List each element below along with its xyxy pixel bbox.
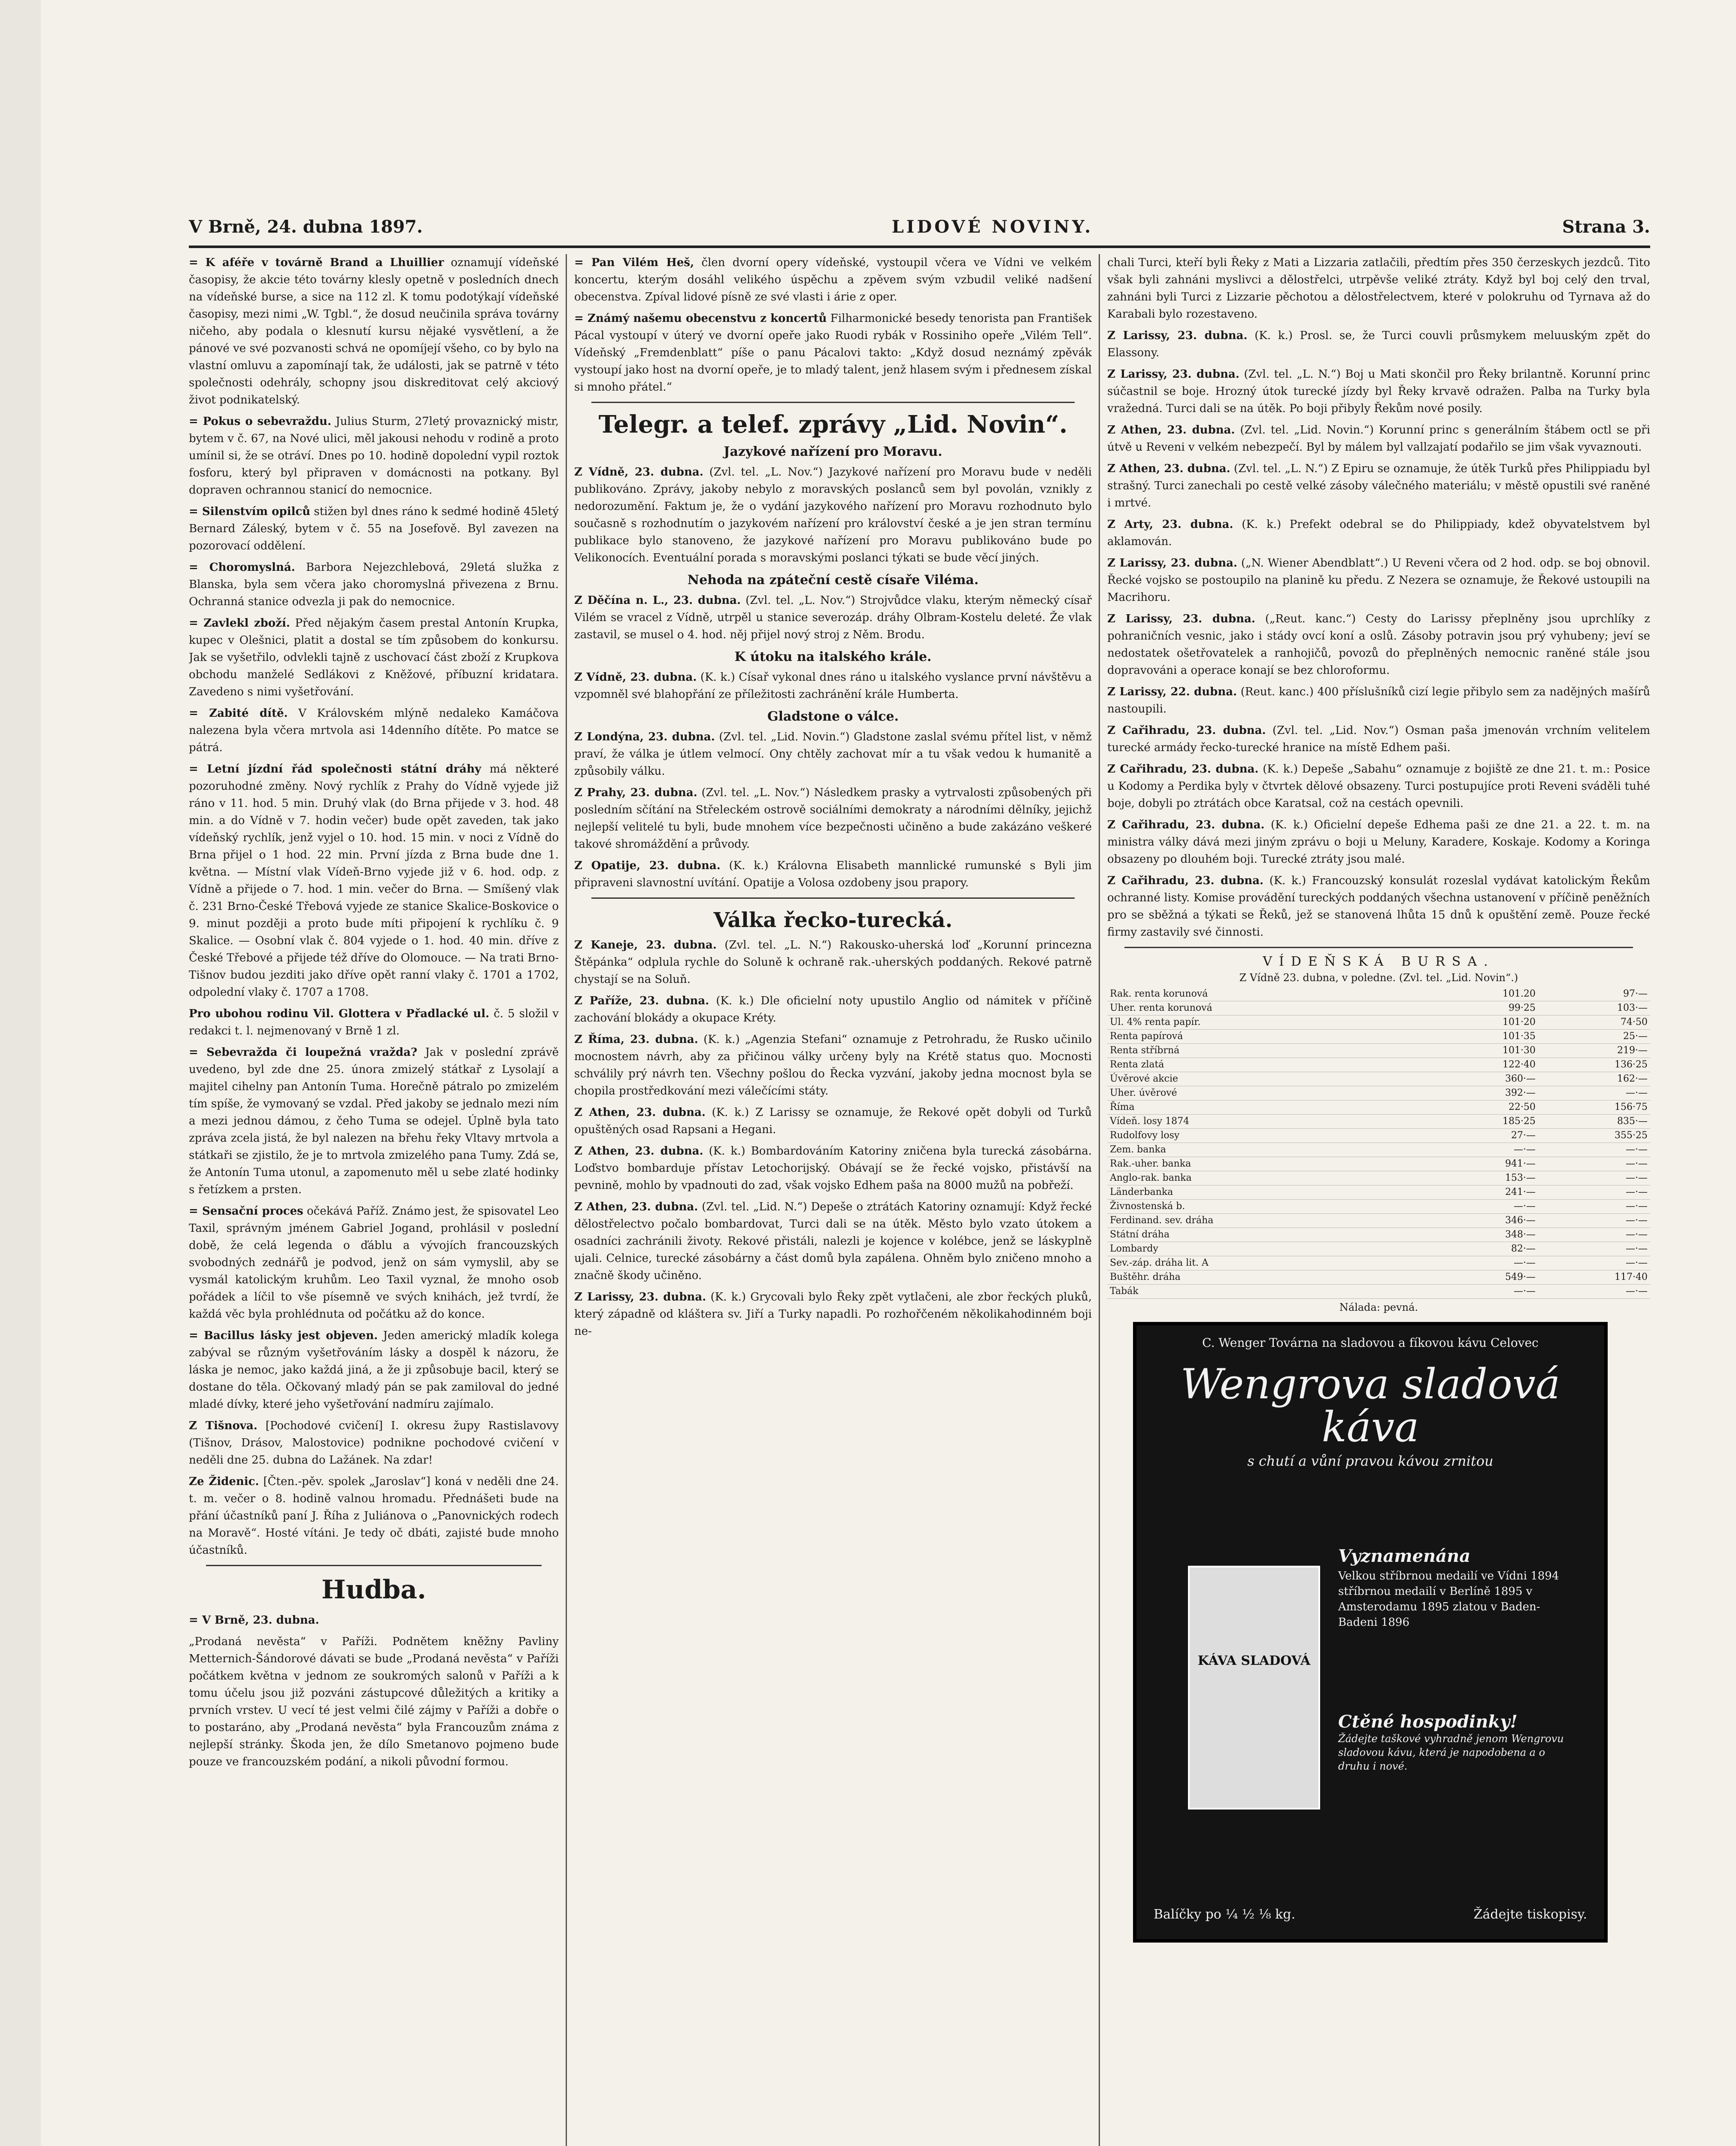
local-news [189, 254, 559, 1559]
divider [1124, 947, 1633, 948]
war-report-text: (K. k.) Dle oficielní noty upustilo Anglio od námitek v příčině zachování blokády a okupace Kréty. [574, 994, 1092, 1025]
war-report [574, 1031, 1092, 1100]
ad-cta-title: Ctěné hospodinky! [1338, 1712, 1518, 1732]
news-item [189, 254, 559, 409]
table-row [1107, 1001, 1650, 1015]
header-masthead: LIDOVÉ NOVINY. [891, 216, 1094, 237]
war-report [574, 1104, 1092, 1138]
war-report-text: (K. k.) Oficielní depeše Edhema paši ze dne 21. a 22. t. m. na ministra války dává mezi jiným zprávu o boji u Meluny, Karadere, Koskaje. Kodomy a Koringa obsazeny po dlouhém boji. Turecké ztráty jsou malé. [1107, 818, 1650, 866]
table-row [1107, 1228, 1650, 1242]
quote-value: 156·75 [1538, 1100, 1650, 1115]
report-heading: Gladstone o válce. [767, 709, 899, 724]
column-separator [1099, 254, 1100, 2146]
stock-exchange-subtitle: Z Vídně 23. dubna, v poledne. (Zvl. tel. „Lid. Novin“.) [1239, 972, 1518, 984]
security-name: Sev.-záp. dráha lit. A [1107, 1256, 1426, 1270]
war-continuation: chali Turci, kteří byli Řeky z Mati a Lizzaria zatlačili, předtím přes 350 čerzeskych jezdců. Tito však byli zahnáni myslivci a dělostřelci, utrpěvše veliké ztráty. Když byl boj celý den trval, zahnáni byli Turci z Lizzarie pěchotou a dělostřelectvem, které v polokruhu od Tyrnava až do Karabali bylo rozestaveno. [1107, 256, 1650, 321]
security-name: Ferdinand. sev. dráha [1107, 1214, 1426, 1228]
war-report-lead: Z Říma, 23. dubna. [574, 1033, 698, 1046]
security-name: Renta stříbrná [1107, 1044, 1426, 1058]
news-item-lead: Pro ubohou rodinu Vil. Glottera v Přadlacké ul. [189, 1007, 490, 1020]
quote-value: 74·50 [1538, 1015, 1650, 1030]
culture-item-lead: = Pan Vilém Heš, [574, 256, 694, 269]
war-report-text: (Zvl. tel. „Lid. Novin.“) Korunní princ s generálním štábem octl se při útvě u Reveni v velkém nebezpečí. Byl by málem byl vallzajatí podařilo se jim však vyvaznouti. [1107, 424, 1650, 454]
quote-value: —·— [1426, 1200, 1538, 1214]
page-header [189, 214, 1650, 239]
war-report [1107, 421, 1650, 456]
war-report [574, 937, 1092, 988]
war-report-text: (K. k.) Francouzský konsulát rozeslal vydávat katolickým Řekům ochranné listy. Komise provádění tureckých poddaných všechna ustanovení v příčině peněžních pro se sběžná a týkati se Řeků, jež se stanovená lhůta 15 dnů k opuštění země. Pouze řecké firmy zastavily své činnosti. [1107, 874, 1650, 939]
war-report-lead: Z Larissy, 23. dubna. [1107, 557, 1238, 570]
culture-news [574, 254, 1092, 396]
war-report-text: (Zvl. tel. „L. N.“) Z Epiru se oznamuje, že útěk Turků přes Philippiadu byl strašný. Turci zanechali po cestě velké zásoby válečného materiálu; v městě opustili své raněné i mrtvé. [1107, 462, 1650, 509]
header-date: V Brně, 24. dubna 1897. [189, 216, 423, 237]
war-report-text: (Zvl. tel. „L. N.“) Rakousko-uherská loď „Korunní princezna Štěpánka“ odplula rychle do Soluně k ochraně rak.-uherských poddaných. Rekové patrně chystají se na Soluň. [574, 939, 1092, 986]
quote-value: —·— [1426, 1143, 1538, 1157]
column-2 [574, 254, 1092, 2146]
war-report-text: („Reut. kanc.“) Cesty do Larissy přeplněny jsou uprchlíky z pohraničních vesnic, jako i stády ovcí koní a oslů. Zásoby potravin jsou prý vyhubeny; jeví se nedostatek ošetřovatelek a ranhojičů, povozů do přeplněných nemocnic raněné stále jsou dopravováni a operace konají se bez chloroformu. [1107, 612, 1650, 677]
security-name: Lombardy [1107, 1242, 1426, 1256]
news-item-lead: = Pokus o sebevraždu. [189, 415, 332, 428]
security-name: Úvěrové akcie [1107, 1072, 1426, 1086]
news-item [189, 1005, 559, 1040]
war-report [1107, 722, 1650, 756]
telegraph-report-lead: Z Děčína n. L., 23. dubna. [574, 594, 741, 607]
report-heading: Jazykové nařízení pro Moravu. [724, 444, 942, 459]
quote-value: 103·— [1538, 1001, 1650, 1015]
war-report-lead: Z Paříže, 23. dubna. [574, 994, 709, 1007]
war-report [1107, 460, 1650, 512]
telegraph-report-lead: Z Londýna, 23. dubna. [574, 730, 715, 743]
quote-value: 185·25 [1426, 1115, 1538, 1129]
column-separator [566, 254, 567, 2146]
culture-item-text: člen dvorní opery vídeňské, vystoupil včera ve Vídni ve velkém koncertu, kterým dosáhl velikého úspěchu a zpěvem svým vzbudil veliké nadšení obecenstva. Zpíval lidové písně ze své vlasti i árie z oper. [574, 256, 1092, 303]
quote-value: 101·30 [1426, 1044, 1538, 1058]
divider [591, 402, 1075, 403]
quote-value: 835·— [1538, 1115, 1650, 1129]
news-item [189, 1417, 559, 1469]
quote-value: 153·— [1426, 1171, 1538, 1185]
war-report [1107, 516, 1650, 550]
war-report-text: (Zvl. tel. „Lid. N.“) Depeše o ztrátách Katoriny oznamují: Když řecké dělostřelectvo počalo bombardovat, Turci dali se na útěk. Město bylo vzato útokem a osadníci zachránili životy. Rekové přistáli, nalezli je kojence v kolébce, jenž se láskyplně ujali. Celnice, turecké zásobárny a část domů byla zapálena. Ohněm bylo zničeno mnoho a značně škody učiněno. [574, 1200, 1092, 1282]
telegraph-report [574, 464, 1092, 567]
ad-product-package-image [1188, 1566, 1320, 1810]
war-report-lead: Z Arty, 23. dubna. [1107, 518, 1233, 531]
table-row [1107, 1115, 1650, 1129]
quote-value: 97·— [1538, 987, 1650, 1001]
telegraph-report [574, 728, 1092, 780]
security-name: Rudolfovy losy [1107, 1129, 1426, 1143]
war-report [1107, 366, 1650, 417]
telegraph-section-title: Telegr. a telef. zprávy „Lid. Novin“. [598, 410, 1068, 439]
quote-value: 941·— [1426, 1157, 1538, 1171]
war-report-text: (K. k.) Depeše „Sabahu“ oznamuje z bojiště ze dne 21. t. m.: Posice u Kodomy a Perdika byly v čtvrtek dělové obsazeny. Turci postupujíce proti Reveni sváděli tuhé boje, dobyli po ztrátách obce Karatsal, což na cestách opevnili. [1107, 763, 1650, 810]
quote-value: 162·— [1538, 1072, 1650, 1086]
security-name: Anglo-rak. banka [1107, 1171, 1426, 1185]
stock-exchange-table [1107, 987, 1650, 1299]
table-row [1107, 1171, 1650, 1185]
news-item-text: [Pochodové cvičení] I. okresu župy Rastislavovy (Tišnov, Drásov, Malostovice) podnikne pochodové cvičení v neděli dne 25. dubna do Lažánek. Na zdar! [189, 1419, 559, 1467]
quote-value: 22·50 [1426, 1100, 1538, 1115]
ad-call-to-action [1338, 1712, 1578, 1773]
ad-footer [1154, 1907, 1587, 1922]
culture-item-text: Filharmonické besedy tenorista pan František Pácal vystoupí v úterý ve dvorní opeře jako Ruodi rybák v Rossiniho opeře „Vilém Tell“. Vídeňský „Fremdenblatt“ píše o panu Pácalovi takto: „Když dosud neznámý zpěvák vystoupí jako host na dvorní opeře, je to mladý talent, jenž hlasem svým i přednesem získal si mnoho přátel.“ [574, 312, 1092, 394]
table-row [1107, 1270, 1650, 1285]
war-reports [574, 937, 1092, 1340]
stock-exchange-title: VÍDEŇSKÁ BURSA. [1263, 954, 1495, 969]
news-item-lead: = Zabité dítě. [189, 707, 288, 720]
report-heading: Nehoda na zpáteční cestě císaře Viléma. [687, 573, 979, 588]
telegraph-reports [574, 444, 1092, 891]
coffee-advertisement [1133, 1322, 1608, 1943]
ad-company-line: C. Wenger Továrna na sladovou a fíkovou kávu Celovec [1202, 1336, 1539, 1350]
war-report [574, 1288, 1092, 1340]
war-report [1107, 683, 1650, 718]
war-report-lead: Z Larissy, 23. dubna. [1107, 329, 1248, 342]
telegraph-report [574, 669, 1092, 703]
war-report [1107, 816, 1650, 868]
ad-package-label: KÁVA SLADOVÁ [1197, 1653, 1311, 1668]
ad-brochure-request: Žádejte tiskopisy. [1473, 1907, 1587, 1922]
quote-value: —·— [1538, 1256, 1650, 1270]
war-report [1107, 555, 1650, 606]
security-name: Renta papírová [1107, 1030, 1426, 1044]
music-dateline: = V Brně, 23. dubna. [189, 1614, 319, 1627]
table-row [1107, 1030, 1650, 1044]
quote-value: 101·35 [1426, 1030, 1538, 1044]
war-report-text: (Reut. kanc.) 400 příslušníků cizí legie přibylo sem za nadějných mašírů nastoupili. [1107, 685, 1650, 715]
table-row [1107, 1143, 1650, 1157]
quote-value: —·— [1426, 1256, 1538, 1270]
quote-value: 101·20 [1426, 1015, 1538, 1030]
stock-exchange-footer: Nálada: pevná. [1339, 1301, 1418, 1313]
news-item-text: č. 5 složil v redakci t. l. nejmenovaný v Brně 1 zl. [189, 1007, 559, 1037]
war-report-lead: Z Cařihradu, 23. dubna. [1107, 724, 1266, 737]
page-margin [0, 0, 41, 2146]
quote-value: —·— [1538, 1242, 1650, 1256]
war-report [574, 1143, 1092, 1194]
war-report-text: (K. k.) „Agenzia Stefani“ oznamuje z Petrohradu, že Rusko učinilo mocnostem návrh, aby za přičinou války určeny byly na Krétě status quo. Mocnosti schválily prý návrh ten. Všechny pošlou do Řecka vyzvání, jakoby jedna mocnost byla se chopila prostředkování mezi válečícími státy. [574, 1033, 1092, 1097]
table-row [1107, 1242, 1650, 1256]
security-name: Uher. úvěrové [1107, 1086, 1426, 1100]
news-item-lead: = Bacillus lásky jest objeven. [189, 1329, 378, 1342]
news-item-text: očekává Paříž. Známo jest, že spisovatel Leo Taxil, správným jménem Gabriel Jogand, prohlásil v poslední době, že celá legenda o ďáblu a vývojích francouzských svobodných zednářů je podvod, jenž on sám vymyslil, aby se vysmál katolickým kruhům. Leo Taxil vyznal, že mnoho osob pořádek a líčil to vše písemně ve svých knihách, jež tvrdí, že každá věc byla prohlédnuta od počátku až do konce. [189, 1205, 559, 1321]
news-item-text: oznamují vídeňské časopisy, že akcie této továrny klesly opetně v posledních dnech na vídeňské burse, a sice na 112 zl. K tomu podotýkají vídeňské časopisy, mezi nimi „W. Tgbl.“, že dosud neučinila správa továrny ničeho, aby podala o klesnutí kursu nějaké vysvětlení, a že pánové ve své pozvanosti schvá ne opomíjejí všeho, co by bylo na vlastní omluvu a zapomínají tak, že události, jak se patrně v této společnosti odehrály, schopny jsou diskreditovat celý akciový život podnikatelský. [189, 256, 559, 406]
table-row [1107, 987, 1650, 1001]
telegraph-report [574, 784, 1092, 853]
quote-value: 99·25 [1426, 1001, 1538, 1015]
security-name: Říma [1107, 1100, 1426, 1115]
music-heading: Hudba. [321, 1575, 426, 1605]
war-report-lead: Z Cařihradu, 23. dubna. [1107, 874, 1264, 887]
news-item-lead: Z Tišnova. [189, 1419, 258, 1432]
culture-item [574, 310, 1092, 396]
telegraph-report-text: (Zvl. tel. „L. Nov.“) Jazykové nařízení pro Moravu bude v neděli publikováno. Zprávy, jakoby nebylo z moravských poslanců sem byl povolán, vznikly z nedorozumění. Faktum je, že o vydání jazykového nařízení pro Moravu rozhodnuto bylo současně s rozhodnutím o jazykovém nařízení pro království české a je jen stran termínu publikace bylo stanoveno, že jazykové nařízení pro Moravu publikováno bude po Velikonocích. Eventuální porada s moravskými poslanci týkati se bude věcí jiných. [574, 466, 1092, 564]
war-reports-continued [1107, 327, 1650, 941]
quote-value: —·— [1538, 1171, 1650, 1185]
war-report-lead: Z Larissy, 23. dubna. [1107, 368, 1239, 381]
divider [591, 897, 1075, 899]
quote-value: 101.20 [1426, 987, 1538, 1001]
quote-value: —·— [1538, 1185, 1650, 1200]
war-report-text: (K. k.) Prefekt odebral se do Philippiady, kdež obyvatelstvem byl aklamován. [1107, 518, 1650, 548]
ad-package-sizes: Balíčky po ¼ ½ ⅛ kg. [1154, 1907, 1296, 1922]
news-item-text: [Čten.-pěv. spolek „Jaroslav“] koná v neděli dne 24. t. m. večer o 8. hodině valnou hromadu. Přednášeti bude na přání účastníků paní J. Říha z Juliánova o „Panovnických rodech na Moravě“. Hosté vítáni. Je tedy oč dbáti, zajisté bude mnoho účastníků. [189, 1475, 559, 1557]
news-item [189, 1473, 559, 1559]
war-report-lead: Z Cařihradu, 23. dubna. [1107, 818, 1265, 831]
quote-value: —·— [1426, 1285, 1538, 1299]
news-item [189, 559, 559, 610]
telegraph-report-text: (Zvl. tel. „L. Nov.“) Následkem prasky a vytrvalosti způsobených při posledním sčítání na Střeleckém ostrově sociálními demokraty a národními dělníky, jejichž nejlepší velitelé tu byli, bude mnohem více bezpečnosti učiněno a bude zakázáno veškeré takové shromáždění a průvody. [574, 786, 1092, 851]
ad-tagline: s chutí a vůní pravou kávou zrnitou [1247, 1453, 1494, 1469]
news-item-lead: = Choromyslná. [189, 561, 295, 574]
war-report [574, 1198, 1092, 1284]
telegraph-report-text: (Zvl. tel. „Lid. Novin.“) Gladstone zaslal svému přítel list, v němž praví, že válka je útlem velmocí. Ony chtěly zachovat mír a tu však vedou k humanitě a způsobily válku. [574, 730, 1092, 778]
war-report-lead: Z Kaneje, 23. dubna. [574, 939, 717, 952]
news-item [189, 1327, 559, 1413]
news-item [189, 1203, 559, 1323]
divider [206, 1565, 542, 1566]
telegraph-report-lead: Z Vídně, 23. dubna. [574, 466, 703, 479]
quote-value: —·— [1538, 1228, 1650, 1242]
table-row [1107, 1058, 1650, 1072]
war-report-text: (K. k.) Grycovali bylo Řeky zpět vytlačeni, ale zbor řeckých pluků, který západně od kláštera sv. Jiří a Turky napadli. Po rozhořčeném několikahodinném boji ne- [574, 1291, 1092, 1338]
war-report-text: (K. k.) Prosl. se, že Turci couvli průsmykem meluuským zpět do Elassony. [1107, 329, 1650, 359]
table-row [1107, 1100, 1650, 1115]
war-report-lead: Z Cařihradu, 23. dubna. [1107, 763, 1259, 776]
telegraph-report-text: (Zvl. tel. „L. Nov.“) Strojvůdce vlaku, kterým německý císař Vilém se vracel z Vídně, utrpěl u stanice severozáp. dráhy Olbram-Kostelu deleté. Že vlak zastavil, se musel o 4. hod. něj přijel nový stroj z Něm. Brodu. [574, 594, 1092, 641]
war-section-title: Válka řecko-turecká. [713, 908, 953, 932]
table-row [1107, 1214, 1650, 1228]
war-report-lead: Z Athen, 23. dubna. [574, 1145, 703, 1158]
security-name: Ul. 4% renta papír. [1107, 1015, 1426, 1030]
quote-value: —·— [1538, 1143, 1650, 1157]
security-name: Länderbanka [1107, 1185, 1426, 1200]
security-name: Rak.-uher. banka [1107, 1157, 1426, 1171]
table-row [1107, 1200, 1650, 1214]
ad-award-text: Velkou stříbrnou medailí ve Vídni 1894 stříbrnou medailí v Berlíně 1895 v Amsterodamu 1895 zlatou v Baden-Badeni 1896 [1338, 1570, 1559, 1629]
culture-item-lead: = Známý našemu obecenstvu z koncertů [574, 312, 827, 325]
table-row [1107, 1044, 1650, 1058]
security-name: Renta zlatá [1107, 1058, 1426, 1072]
war-report-lead: Z Athen, 23. dubna. [574, 1106, 706, 1119]
war-report [1107, 327, 1650, 361]
table-row [1107, 1086, 1650, 1100]
war-report-text: („N. Wiener Abendblatt“.) U Reveni včera od 2 hod. odp. se boj obnovil. Řecké vojsko se postoupilo na planině ku předu. Z Nezera se oznamuje, že Řekové ustoupili na Macrihoru. [1107, 557, 1650, 604]
quote-value: 219·— [1538, 1044, 1650, 1058]
telegraph-report-lead: Z Prahy, 23. dubna. [574, 786, 697, 799]
ad-award-title: Vyznamenána [1338, 1546, 1471, 1566]
war-report [574, 992, 1092, 1027]
news-item [189, 615, 559, 700]
news-item-text: Jeden americký mladík kolega zabýval se různým vyšetřováním lásky a dospěl k názoru, že láska je nemoc, jako každá jiná, a že ji způsobuje bacil, který se dostane do těla. Očkovaný mladý pán se pak zamiloval do jedné mladé dívky, které jeho vyšetřování nadmíru zajímalo. [189, 1329, 559, 1411]
quote-value: 346·— [1426, 1214, 1538, 1228]
news-item [189, 1044, 559, 1198]
news-item-lead: Ze Židenic. [189, 1475, 259, 1488]
security-name: Uher. renta korunová [1107, 1001, 1426, 1015]
security-name: Buštěhr. dráha [1107, 1270, 1426, 1285]
quote-value: 82·— [1426, 1242, 1538, 1256]
news-item-lead: = K aféře v továrně Brand a Lhuillier [189, 256, 444, 269]
news-item-lead: = Silenstvím opilců [189, 505, 311, 518]
war-report [1107, 872, 1650, 941]
quote-value: 355·25 [1538, 1129, 1650, 1143]
quote-value: —·— [1538, 1157, 1650, 1171]
ad-brand-name: Wengrova sladová káva [1180, 1360, 1560, 1451]
table-row [1107, 1256, 1650, 1270]
table-row [1107, 1157, 1650, 1171]
war-report-lead: Z Athen, 23. dubna. [1107, 462, 1230, 475]
header-page-number: Strana 3. [1562, 216, 1650, 237]
telegraph-report-text: (K. k.) Královna Elisabeth mannlické rumunské s Byli jim připraveni slavnostní uvítání. Opatije a Volosa ozdobeny jsou prapory. [574, 859, 1092, 889]
news-item [189, 761, 559, 1001]
quote-value: 117·40 [1538, 1270, 1650, 1285]
quote-value: 241·— [1426, 1185, 1538, 1200]
news-item-text: Barbora Nejezchlebová, 29letá služka z Blanska, byla sem včera jako choromyslná přivezena z Brnu. Ochranná stanice odvezla ji pak do nemocnice. [189, 561, 559, 608]
telegraph-report [574, 592, 1092, 643]
security-name: Živnostenská b. [1107, 1200, 1426, 1214]
table-row [1107, 1072, 1650, 1086]
quote-value: —·— [1538, 1086, 1650, 1100]
quote-value: 348·— [1426, 1228, 1538, 1242]
report-heading: K útoku na italského krále. [734, 649, 932, 664]
war-report-lead: Z Athen, 23. dubna. [574, 1200, 698, 1213]
news-item-text: má některé pozoruhodné změny. Nový rychlík z Prahy do Vídně vyjede již ráno v 11. hod. 5 min. Druhý vlak (do Brna přijede v 3. hod. 48 min. a do Vídně v 7. hodin večer) bude opět zaveden, tak jako vídeňský rychlík, jenž vyjel o 10. hod. 15 min. v noci z Vídně do Brna přijel o 1 hod. 22 min. První jízda z Brna bude dne 1. května. — Místní vlak Vídeň-Brno vyjede již v 6. hod. odp. z Vídně a přijede o 7. hod. 1 min. večer do Brna. — Smíšený vlak č. 231 Brno-České Třebová vyjede ze stanice Skalice-Boskovice o 9. minut později a proto bude míti připojení k rychlíku č. 9 Skalice. — Osobní vlak č. 804 vyjede o 1. hod. 40 min. dříve z České Třebové a přijede též dříve do Olomouce. — Na trati Brno-Tišnov budou jezditi jako dříve opět ranní vlaky č. 1701 a 1702, odpolední vlaky č. 1707 a 1708. [189, 763, 559, 999]
quote-value: 136·25 [1538, 1058, 1650, 1072]
news-item-lead: = Zavlekl zboží. [189, 617, 290, 630]
quote-value: 122·40 [1426, 1058, 1538, 1072]
war-report [1107, 761, 1650, 812]
ad-awards [1338, 1546, 1578, 1630]
ad-cta-text: Žádejte taškové vyhradně jenom Wengrovu sladovou kávu, která je napodobena a o druhu i nové. [1338, 1733, 1564, 1772]
column-1 [189, 254, 559, 2146]
column-3 [1107, 254, 1650, 2146]
security-name: Státní dráha [1107, 1228, 1426, 1242]
news-item [189, 705, 559, 756]
table-row [1107, 1015, 1650, 1030]
quote-value: —·— [1538, 1214, 1650, 1228]
telegraph-report-text: (K. k.) Císař vykonal dnes ráno u italského vyslance první návštěvu a vzpomněl své blahopřání ze příležitosti zachránění krále Humberta. [574, 671, 1092, 701]
news-item-text: stižen byl dnes ráno k sedmé hodině 45letý Bernard Záleský, bytem v č. 55 na Josefově. Byl zavezen na pozorovací oddělení. [189, 505, 559, 552]
telegraph-report-lead: Z Opatije, 23. dubna. [574, 859, 721, 872]
quote-value: —·— [1538, 1200, 1650, 1214]
news-item [189, 503, 559, 555]
news-item-text: Před nějakým časem prestal Antonín Krupka, kupec v Olešnici, platit a dostal se tím způsobem do konkursu. Jak se vyšetřilo, odvlekli tajně z uschovací část zboží z Krupkova obchodu manželé Sedlákovi z Kněžové, příbuzní kridatara. Zavedeno s nimi vyšetřování. [189, 617, 559, 698]
quote-value: —·— [1538, 1285, 1650, 1299]
war-report-lead: Z Athen, 23. dubna. [1107, 424, 1235, 436]
quote-value: 360·— [1426, 1072, 1538, 1086]
quote-value: 549·— [1426, 1270, 1538, 1285]
security-name: Tabák [1107, 1285, 1426, 1299]
news-item [189, 413, 559, 499]
war-report-lead: Z Larissy, 23. dubna. [1107, 612, 1255, 625]
quote-value: 25·— [1538, 1030, 1650, 1044]
table-row [1107, 1285, 1650, 1299]
news-item-lead: = Sebevražda či loupežná vražda? [189, 1046, 418, 1059]
war-report-lead: Z Larissy, 22. dubna. [1107, 685, 1237, 698]
quote-value: 27·— [1426, 1129, 1538, 1143]
table-row [1107, 1129, 1650, 1143]
news-item-text: Jak v poslední zprávě uvedeno, byl zde dne 25. února zmizelý státkař z Lysolají a majitel cihelny pan Antonín Tuma. Horečně pátralo po zmizelém tím spíše, že vymovaný se vzdal. Před jakoby se jednalo mezi ním a mezi jednou dámou, z čeho Tuma se odejel. Úplně byla tato zpráva zcela jistá, že byl nalezen na břehu řeky Vltavy mrtvola a státkaři se zjistilo, že je to mrtvola zmizelého pana Tumy. Zdá se, že Antonín Tuma utonul, a zapomenuto měl u sebe zlaté hodinky s řetízkem a prsten. [189, 1046, 559, 1196]
war-report-lead: Z Larissy, 23. dubna. [574, 1291, 706, 1303]
table-row [1107, 1185, 1650, 1200]
war-report-text: (K. k.) Bombardováním Katoriny zničena byla turecká zásobárna. Loďstvo bombarduje přístav Letochorijský. Obávají se že řecké vojsko, přistávší na pevnině, mohlo by vpadnouti do zad, však vojsko Edhem paša na 8000 mužů na pobřeží. [574, 1145, 1092, 1192]
news-item-lead: = Sensační proces [189, 1205, 303, 1218]
telegraph-report [574, 857, 1092, 891]
quote-value: 392·— [1426, 1086, 1538, 1100]
war-report-text: (Zvl. tel. „Lid. Nov.“) Osman paša jmenován vrchním velitelem turecké armády řecko-turecké hranice na místě Edhem paši. [1107, 724, 1650, 754]
news-item-text: V Královském mlýně nedaleko Kamáčova nalezena byla včera mrtvola asi 14denního dítěte. Po matce se pátrá. [189, 707, 559, 754]
music-article: „Prodaná nevěsta“ v Paříži. Podnětem kněžny Pavliny Metternich-Šándorové dávati se bude „Prodaná nevěsta“ v Paříži počátkem května v jednom ze soukromých salonů v Paříži a k tomu účelu jsou již pozváni zástupcové důležitých a kritiky a prvních vrstev. U vecí té jest velmi čilé zájmy v Paříži a dobře o to postaráno, aby „Prodaná nevěsta“ byla Francouzům známa z nejlepší stránky. Škoda jen, že dílo Smetanovo pojmeno bude pouze ve francouzském podání, a nikoli původní formou. [189, 1635, 559, 1768]
news-item-text: Julius Sturm, 27letý provaznický mistr, bytem v č. 67, na Nové ulici, měl jakousi nehodu v rodině a proto umínil si, že se otráví. Dnes po 10. hodině dopolední vypil roztok fosforu, který byl připraven v domácnosti na potkany. Byl dopraven ochrannou stanicí do nemocnice. [189, 415, 559, 497]
war-report-text: (K. k.) Z Larissy se oznamuje, že Rekové opět dobyli od Turků opuštěných osad Rapsani a Hegani. [574, 1106, 1092, 1136]
telegraph-report-lead: Z Vídně, 23. dubna. [574, 671, 697, 684]
war-report [1107, 610, 1650, 679]
header-rule [189, 246, 1650, 248]
security-name: Vídeň. losy 1874 [1107, 1115, 1426, 1129]
war-report-text: (Zvl. tel. „L. N.“) Boj u Mati skončil pro Řeky brilantně. Korunní princ súčastnil se boje. Hrozný útok turecké jízdy byl Řeky krvavě odražen. Palba na Turky byla vražedná. Turci dali se na útěk. Po boji přibyly Řekům nové posily. [1107, 368, 1650, 415]
news-item-lead: = Letní jízdní řád společnosti státní dráhy [189, 763, 482, 776]
security-name: Zem. banka [1107, 1143, 1426, 1157]
security-name: Rak. renta korunová [1107, 987, 1426, 1001]
culture-item [574, 254, 1092, 306]
